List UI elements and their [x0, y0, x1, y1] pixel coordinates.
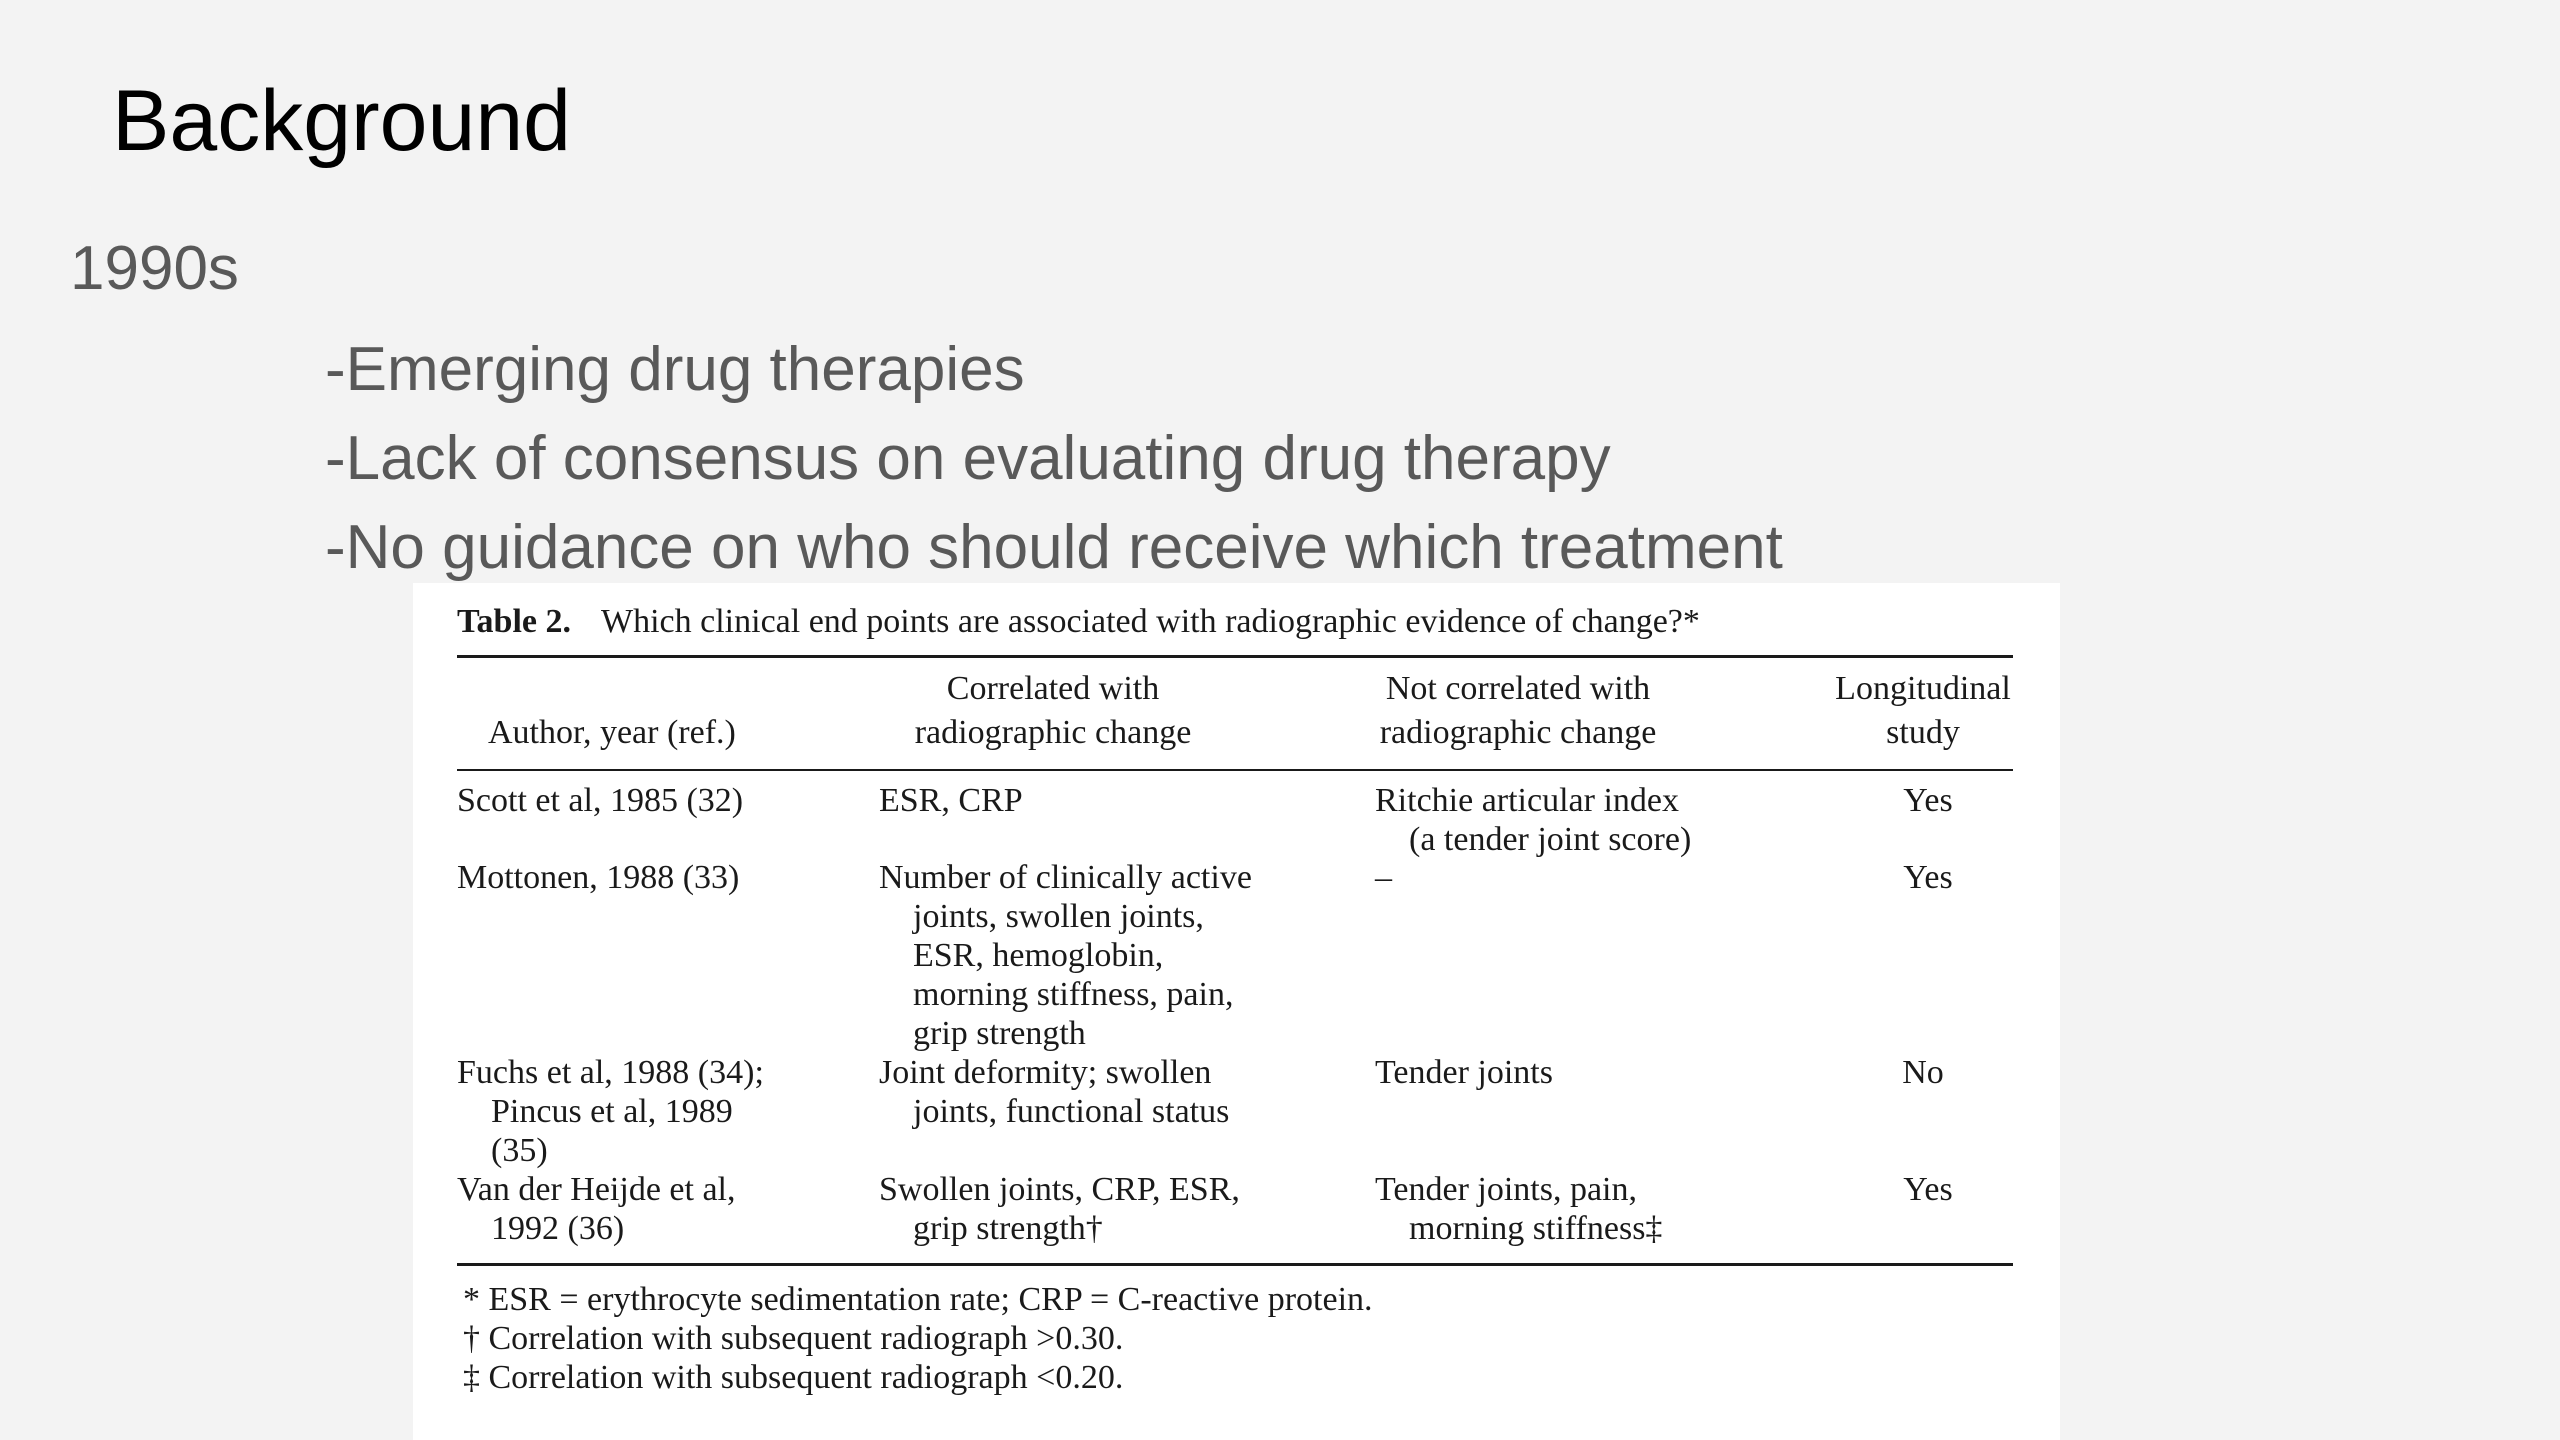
table-row-2-longitudinal: Yes [1903, 859, 1953, 896]
table-top-rule [457, 655, 2013, 658]
not-correlated-line: Ritchie articular index [1375, 782, 1679, 819]
table-row-4-longitudinal: Yes [1903, 1171, 1953, 1208]
correlated-line: Number of clinically active [879, 859, 1252, 896]
author-line: 1992 (36) [491, 1210, 625, 1247]
table-row-1-author [457, 781, 743, 820]
header-not-correlated-line1: Not correlated with [1385, 670, 1651, 707]
not-correlated-line: Tender joints [1375, 1054, 1553, 1091]
bullet-item: -Lack of consensus on evaluating drug therapy [325, 424, 1611, 493]
table-row-2-not-correlated [1375, 858, 1392, 897]
table-row-4-not-correlated [1375, 1170, 1662, 1248]
table-row-2-correlated [879, 858, 1252, 1053]
slide-title: Background [112, 73, 571, 169]
author-line: Mottonen, 1988 (33) [457, 859, 740, 896]
table-footnote: ‡ Correlation with subsequent radiograph <0.20. [463, 1359, 1124, 1396]
not-correlated-line: (a tender joint score) [1409, 821, 1692, 858]
author-line: Pincus et al, 1989 [491, 1093, 733, 1130]
table-row-4-author [457, 1170, 736, 1248]
table-label: Table 2. [457, 603, 572, 640]
table-caption-text: Which clinical end points are associated with radiographic evidence of change?* [601, 603, 1700, 640]
author-line: Fuchs et al, 1988 (34); [457, 1054, 764, 1091]
correlated-line: ESR, hemoglobin, [913, 937, 1164, 974]
header-longitudinal [1793, 669, 2053, 752]
not-correlated-line: Tender joints, pain, [1375, 1171, 1638, 1208]
header-author: Author, year (ref.) [488, 714, 736, 751]
decade-heading: 1990s [70, 234, 239, 303]
correlated-line: grip strength† [913, 1210, 1103, 1247]
bullet-item: -Emerging drug therapies [325, 335, 1025, 404]
not-correlated-line: – [1375, 859, 1392, 896]
author-line: Van der Heijde et al, [457, 1171, 736, 1208]
bullet-list [325, 325, 1783, 592]
table-row-4-correlated [879, 1170, 1240, 1248]
bullet-item: -No guidance on who should receive which treatment [325, 513, 1783, 582]
correlated-line: grip strength [913, 1015, 1086, 1052]
not-correlated-line: morning stiffness‡ [1409, 1210, 1663, 1247]
table-row-3-correlated [879, 1053, 1229, 1131]
header-not-correlated-line2: radiographic change [1379, 714, 1657, 751]
header-longitudinal-line2: study [1886, 714, 1960, 751]
header-correlated-line2: radiographic change [914, 714, 1192, 751]
header-longitudinal-line1: Longitudinal [1835, 670, 2011, 707]
correlated-line: joints, swollen joints, [913, 898, 1204, 935]
correlated-line: morning stiffness, pain, [913, 976, 1234, 1013]
table-image [413, 583, 2060, 1440]
table-caption [457, 603, 1700, 641]
correlated-line: Swollen joints, CRP, ESR, [879, 1171, 1240, 1208]
table-bottom-rule [457, 1263, 2013, 1266]
header-not-correlated [1318, 669, 1718, 752]
table-row-3-longitudinal: No [1902, 1054, 1944, 1091]
table-row-1-correlated [879, 781, 1023, 820]
table-row-3-author [457, 1053, 764, 1170]
table-footnote: † Correlation with subsequent radiograph >0.30. [463, 1320, 1124, 1357]
table-header-rule [457, 769, 2013, 771]
table-footnote: * ESR = erythrocyte sedimentation rate; CRP = C-reactive protein. [463, 1281, 1373, 1318]
correlated-line: Joint deformity; swollen [879, 1054, 1212, 1091]
table-row-1-not-correlated [1375, 781, 1691, 859]
author-line: Scott et al, 1985 (32) [457, 782, 744, 819]
table-row-1-longitudinal: Yes [1903, 782, 1953, 819]
table-row-2-author [457, 858, 739, 897]
table-row-3-not-correlated [1375, 1053, 1553, 1092]
header-correlated-line1: Correlated with [946, 670, 1160, 707]
author-line: (35) [491, 1132, 548, 1169]
correlated-line: joints, functional status [913, 1093, 1230, 1130]
header-correlated [853, 669, 1253, 752]
correlated-line: ESR, CRP [879, 782, 1023, 819]
